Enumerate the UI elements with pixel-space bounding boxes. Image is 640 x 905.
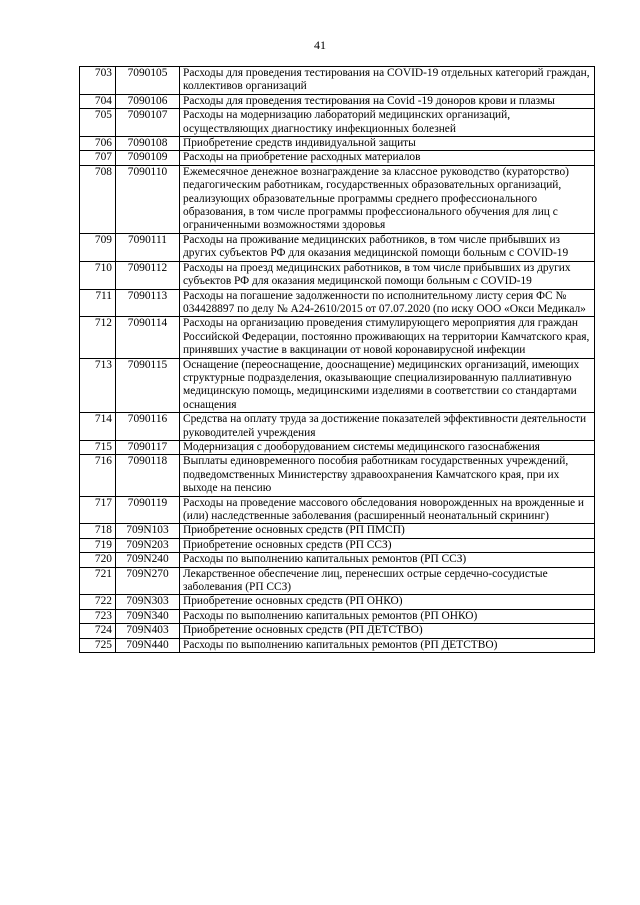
row-number: 707 (80, 151, 116, 165)
row-code: 7090113 (116, 289, 180, 317)
row-description: Расходы для проведения тестирования на Covid -19 доноров крови и плазмы (180, 94, 595, 108)
row-code: 709N340 (116, 609, 180, 623)
row-number: 715 (80, 440, 116, 454)
row-code: 709N303 (116, 595, 180, 609)
row-number: 716 (80, 455, 116, 496)
row-code: 709N270 (116, 567, 180, 595)
row-number: 718 (80, 524, 116, 538)
row-code: 7090106 (116, 94, 180, 108)
row-code: 709N403 (116, 624, 180, 638)
table-row (80, 455, 595, 496)
row-number: 720 (80, 553, 116, 567)
table-row (80, 289, 595, 317)
row-number: 719 (80, 538, 116, 552)
row-code: 7090118 (116, 455, 180, 496)
row-description: Расходы на проведение массового обследования новорожденных на врожденные и (или) наследственные заболевания (расширенный неонатальный скрининг) (180, 496, 595, 524)
row-number: 723 (80, 609, 116, 623)
row-number: 708 (80, 165, 116, 233)
row-description: Расходы для проведения тестирования на COVID-19 отдельных категорий граждан, коллективов организаций (180, 67, 595, 95)
row-description: Приобретение основных средств (РП ССЗ) (180, 538, 595, 552)
row-description: Расходы на модернизацию лабораторий медицинских организаций, осуществляющих диагностику инфекционных болезней (180, 109, 595, 137)
row-description: Средства на оплату труда за достижение показателей эффективности деятельности руководителей учреждения (180, 413, 595, 441)
row-code: 7090114 (116, 317, 180, 358)
row-code: 7090105 (116, 67, 180, 95)
row-code: 709N203 (116, 538, 180, 552)
row-description: Расходы на проживание медицинских работников, в том числе прибывших из других субъектов РФ для оказания медицинской помощи больным с COVID-19 (180, 233, 595, 261)
row-code: 7090109 (116, 151, 180, 165)
row-description: Расходы по выполнению капитальных ремонтов (РП ДЕТСТВО) (180, 638, 595, 652)
row-code: 7090115 (116, 358, 180, 413)
row-description: Расходы на погашение задолженности по исполнительному листу серия ФС № 034428897 по делу № А24-2610/2015 от 07.07.2020 (по иску ООО «Окси Медикал» (180, 289, 595, 317)
row-code: 7090110 (116, 165, 180, 233)
row-number: 705 (80, 109, 116, 137)
table-row (80, 609, 595, 623)
table-row (80, 624, 595, 638)
row-number: 713 (80, 358, 116, 413)
table-row (80, 261, 595, 289)
row-number: 721 (80, 567, 116, 595)
table-row (80, 496, 595, 524)
row-description: Приобретение основных средств (РП ОНКО) (180, 595, 595, 609)
table-row (80, 413, 595, 441)
budget-codes-table (79, 66, 595, 653)
row-description: Расходы на проезд медицинских работников, в том числе прибывших из других субъектов РФ для оказания медицинской помощи больным с COVID-19 (180, 261, 595, 289)
row-number: 725 (80, 638, 116, 652)
row-number: 724 (80, 624, 116, 638)
table-row (80, 440, 595, 454)
table-row (80, 638, 595, 652)
table-row (80, 358, 595, 413)
row-description: Расходы по выполнению капитальных ремонтов (РП ССЗ) (180, 553, 595, 567)
table-row (80, 317, 595, 358)
table-row (80, 567, 595, 595)
table-row (80, 109, 595, 137)
table-row (80, 165, 595, 233)
page-number: 41 (314, 38, 326, 52)
table-body (80, 67, 595, 653)
row-number: 704 (80, 94, 116, 108)
row-code: 7090108 (116, 137, 180, 151)
table-row (80, 233, 595, 261)
table-row (80, 94, 595, 108)
row-description: Расходы на приобретение расходных материалов (180, 151, 595, 165)
row-description: Приобретение основных средств (РП ДЕТСТВО) (180, 624, 595, 638)
row-code: 7090116 (116, 413, 180, 441)
row-number: 709 (80, 233, 116, 261)
row-number: 703 (80, 67, 116, 95)
table-row (80, 524, 595, 538)
row-number: 712 (80, 317, 116, 358)
row-description: Выплаты единовременного пособия работникам государственных учреждений, подведомственных Министерству здравоохранения Камчатского края, при их выходе на пенсию (180, 455, 595, 496)
table-row (80, 538, 595, 552)
row-code: 7090107 (116, 109, 180, 137)
row-number: 714 (80, 413, 116, 441)
row-description: Приобретение основных средств (РП ПМСП) (180, 524, 595, 538)
row-code: 709N440 (116, 638, 180, 652)
table-row (80, 595, 595, 609)
table-row (80, 137, 595, 151)
row-code: 7090117 (116, 440, 180, 454)
row-number: 722 (80, 595, 116, 609)
table-row (80, 553, 595, 567)
row-code: 709N240 (116, 553, 180, 567)
row-description: Оснащение (переоснащение, дооснащение) медицинских организаций, имеющих структурные подразделения, оказывающие специализированную паллиативную медицинскую помощь, медицинскими изделиями в соответствии со стандартами оснащения (180, 358, 595, 413)
row-code: 709N103 (116, 524, 180, 538)
table-row (80, 67, 595, 95)
row-description: Расходы по выполнению капитальных ремонтов (РП ОНКО) (180, 609, 595, 623)
row-description: Приобретение средств индивидуальной защиты (180, 137, 595, 151)
table-row (80, 151, 595, 165)
row-number: 710 (80, 261, 116, 289)
row-description: Лекарственное обеспечение лиц, перенесших острые сердечно-сосудистые заболевания (РП ССЗ) (180, 567, 595, 595)
row-number: 711 (80, 289, 116, 317)
row-number: 717 (80, 496, 116, 524)
row-description: Расходы на организацию проведения стимулирующего мероприятия для граждан Российской Федерации, постоянно проживающих на территории Камчатского края, принявших участие в вакцинации от новой коронавирусной инфекции (180, 317, 595, 358)
row-code: 7090111 (116, 233, 180, 261)
row-code: 7090112 (116, 261, 180, 289)
row-description: Модернизация с дооборудованием системы медицинского газоснабжения (180, 440, 595, 454)
row-number: 706 (80, 137, 116, 151)
row-code: 7090119 (116, 496, 180, 524)
row-description: Ежемесячное денежное вознаграждение за классное руководство (кураторство) педагогическим работникам, государственных образовательных организаций, реализующих образовательные программы среднего профессионального образования, в том числе программы профессионального обучения для лиц с ограниченными возможностями здоровья (180, 165, 595, 233)
